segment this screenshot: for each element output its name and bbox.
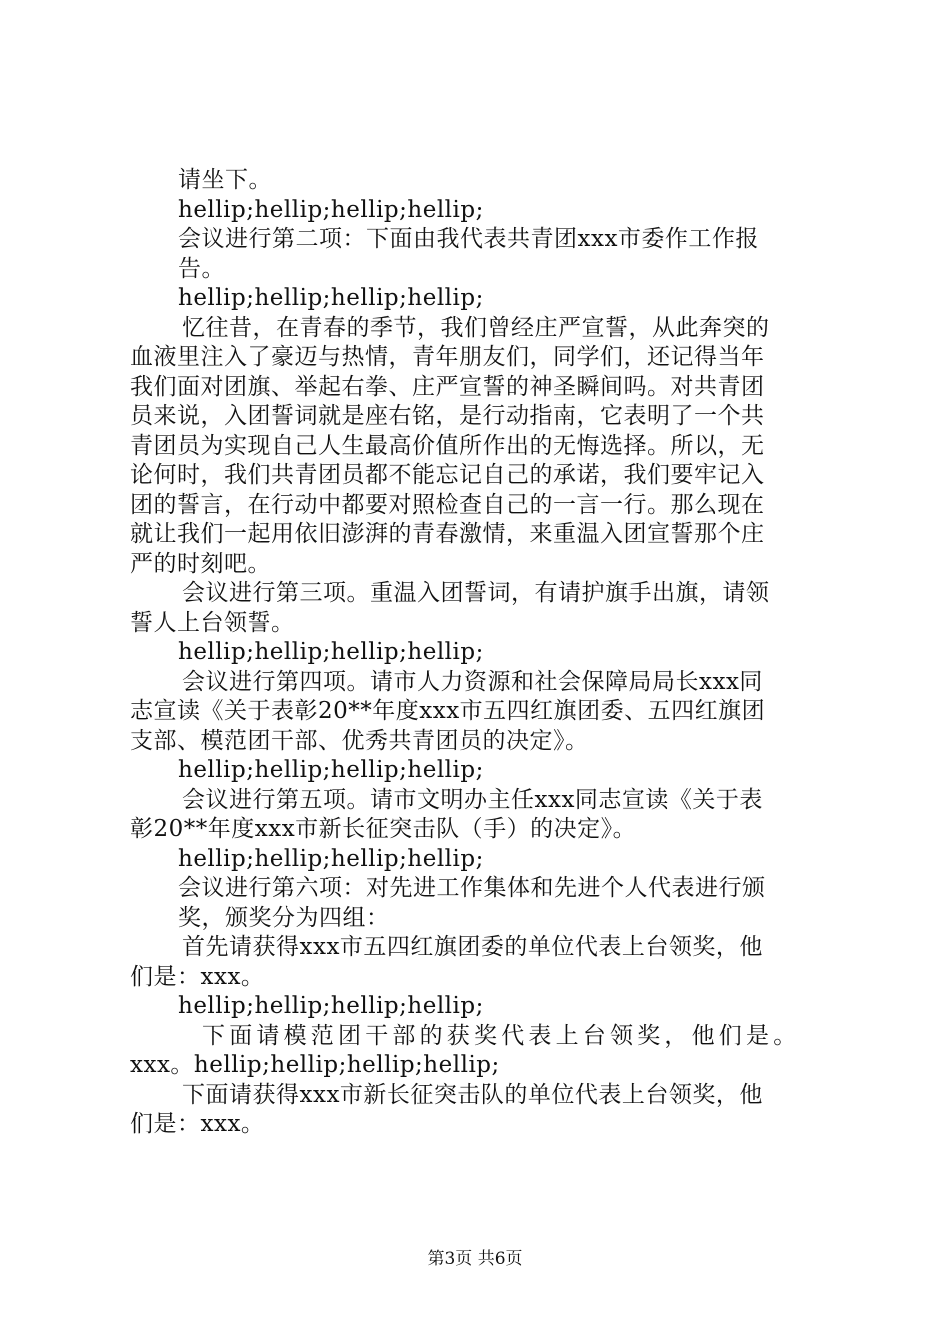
text-line: 会议进行第六项：对先进工作集体和先进个人代表进行颁 (178, 875, 766, 901)
text-line: 奖，颁奖分为四组： (178, 904, 390, 931)
text-line: 告。 (178, 255, 225, 282)
text-line: hellip;hellip;hellip;hellip; (178, 993, 484, 1019)
text-line: 誓人上台领誓。 (130, 609, 295, 636)
text-line: 血液里注入了豪迈与热情，青年朋友们，同学们，还记得当年 (130, 344, 765, 370)
text-line: 我们面对团旗、举起右拳、庄严宣誓的神圣瞬间吗。对共青团 (130, 373, 765, 400)
text-line: 严的时刻吧。 (130, 550, 271, 577)
text-line: 下面请模范团干部的获奖代表上台领奖，他们是。 (202, 1022, 801, 1049)
text-line: 会议进行第二项：下面由我代表共青团xxx市委作工作报 (178, 226, 759, 252)
text-line: 员来说，入团誓词就是座右铭，是行动指南，它表明了一个共 (130, 403, 765, 429)
text-line: 首先请获得xxx市五四红旗团委的单位代表上台领奖，他 (182, 934, 763, 960)
text-line: 下面请获得xxx市新长征突击队的单位代表上台领奖，他 (182, 1081, 763, 1108)
text-line: 就让我们一起用依旧澎湃的青春激情，来重温入团宣誓那个庄 (130, 521, 765, 547)
text-line: 忆往昔，在青春的季节，我们曾经庄严宣誓，从此奔突的 (182, 314, 770, 341)
text-line: hellip;hellip;hellip;hellip; (178, 845, 484, 872)
text-line: 团的誓言，在行动中都要对照检查自己的一言一行。那么现在 (130, 491, 765, 518)
text-line: 青团员为实现自己人生最高价值所作出的无悔选择。所以，无 (130, 432, 765, 459)
document-body (130, 166, 840, 1140)
text-line: hellip;hellip;hellip;hellip; (178, 196, 484, 223)
text-line: hellip;hellip;hellip;hellip; (178, 285, 484, 311)
text-line: 论何时，我们共青团员都不能忘记自己的承诺，我们要牢记入 (130, 462, 765, 488)
text-line: 们是：xxx。 (130, 963, 265, 990)
text-line: 彰20**年度xxx市新长征突击队（手）的决定》。 (130, 816, 637, 842)
text-line: 会议进行第四项。请市人力资源和社会保障局局长xxx同 (182, 668, 763, 695)
text-line: 请坐下。 (178, 167, 272, 193)
text-line: 支部、模范团干部、优秀共青团员的决定》。 (130, 727, 589, 754)
text-line: xxx。hellip;hellip;hellip;hellip; (130, 1052, 500, 1078)
page-number-footer: 第3页 共6页 (427, 1249, 523, 1269)
text-line: 志宣读《关于表彰20**年度xxx市五四红旗团委、五四红旗团 (130, 698, 766, 724)
text-line: 会议进行第三项。重温入团誓词，有请护旗手出旗，请领 (182, 580, 770, 606)
text-line: 会议进行第五项。请市文明办主任xxx同志宣读《关于表 (182, 786, 763, 813)
text-line: hellip;hellip;hellip;hellip; (178, 757, 484, 783)
text-line: 们是：xxx。 (130, 1111, 265, 1137)
text-line: hellip;hellip;hellip;hellip; (178, 639, 484, 665)
